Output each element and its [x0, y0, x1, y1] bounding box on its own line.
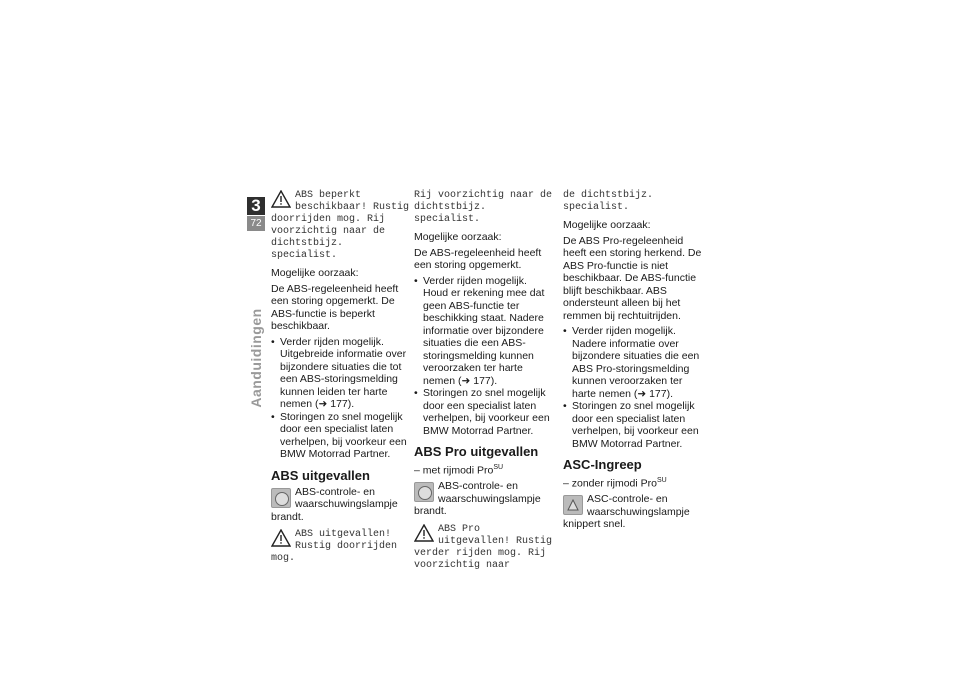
- option-text: – zonder rijmodi Pro: [563, 477, 657, 490]
- warning-triangle-icon: [271, 529, 291, 547]
- cause-label: Mogelijke oorzaak:: [414, 231, 502, 243]
- warning-text: ABS beperkt beschikbaar! Rustig doorrijden mog. Rij voorzichtig naar de dichtstbijz. specialist.: [271, 190, 410, 261]
- indicator-block: [271, 486, 411, 524]
- column-2: [414, 190, 554, 577]
- cause-label: Mogelijke oorzaak:: [563, 219, 651, 231]
- page-number: 72: [247, 216, 265, 231]
- list-item: • Verder rijden mogelijk. Houd er rekening mee dat geen ABS-functie ter beschikking staat. Nadere informatie over bijzondere situaties die een ABS-storingsmelding kunnen veroorzaken ter harte nemen (➜ 177).: [414, 275, 554, 388]
- cause-text: De ABS-regeleenheid heeft een storing opgemerkt.: [414, 246, 542, 271]
- warning-block: [414, 524, 554, 572]
- cause-label: Mogelijke oorzaak:: [271, 267, 359, 279]
- option-line: [563, 475, 703, 490]
- option-superscript: SU: [656, 477, 667, 484]
- indicator-text: ASC-controle- en waarschuwingslampje knippert snel.: [563, 493, 690, 530]
- option-superscript: SU: [493, 464, 504, 471]
- section-sidebar: [247, 308, 265, 500]
- option-text: – met rijmodi Pro: [414, 464, 494, 477]
- section-heading: ABS Pro uitgevallen: [414, 444, 539, 459]
- option-line: [414, 462, 554, 477]
- section-title: Aanduidingen: [248, 308, 264, 408]
- list-item: • Storingen zo snel mogelijk door een specialist laten verhelpen, bij voorkeur een BMW Motorrad Partner.: [414, 387, 554, 437]
- chapter-tab: 3: [247, 197, 265, 215]
- abs-lamp-icon: [271, 488, 291, 508]
- asc-lamp-icon: [563, 495, 583, 515]
- warning-text: Rij voorzichtig naar de dichtstbijz. specialist.: [414, 190, 553, 225]
- warning-triangle-icon: [414, 524, 434, 542]
- instruction-list: [563, 325, 703, 450]
- abs-lamp-icon: [414, 482, 434, 502]
- list-item: • Verder rijden mogelijk. Uitgebreide informatie over bijzondere situaties die tot een ABS-storingsmelding kunnen leiden ter harte nemen (➜ 177).: [271, 336, 411, 411]
- section-heading: ABS uitgevallen: [271, 467, 370, 483]
- warning-block: [271, 190, 411, 262]
- indicator-text: ABS-controle- en waarschuwingslampje brandt.: [414, 480, 541, 517]
- warning-text: ABS uitgevallen! Rustig doorrijden mog.: [271, 529, 398, 564]
- cause-text: De ABS-regeleenheid heeft een storing opgemerkt. De ABS-functie is beperkt beschikbaar.: [271, 282, 399, 332]
- warning-text: de dichtstbijz. specialist.: [563, 190, 654, 213]
- indicator-block: [563, 493, 703, 531]
- column-3: [563, 190, 703, 531]
- indicator-block: [414, 480, 554, 518]
- list-item: • Storingen zo snel mogelijk door een specialist laten verhelpen, bij voorkeur een BMW Motorrad Partner.: [271, 411, 411, 461]
- section-heading: ASC-Ingreep: [563, 457, 642, 472]
- instruction-list: [271, 336, 411, 461]
- cause-text: De ABS Pro-regeleenheid heeft een storing herkend. De ABS Pro-functie is niet beschikbaar. De ABS-functie blijft beschikbaar. ABS ondersteunt alleen bij het remmen bij rechtuitrijden.: [563, 234, 702, 322]
- indicator-text: ABS-controle- en waarschuwingslampje brandt.: [271, 485, 398, 523]
- instruction-list: [414, 275, 554, 438]
- warning-triangle-icon: [271, 190, 291, 208]
- warning-block: [271, 529, 411, 565]
- list-item: • Verder rijden mogelijk. Nadere informatie over bijzondere situaties die een ABS Pro-storingsmelding kunnen veroorzaken ter harte nemen (➜ 177).: [563, 325, 703, 400]
- warning-text: ABS Pro uitgevallen! Rustig verder rijden mog. Rij voorzichtig naar: [414, 523, 553, 571]
- column-1: [271, 190, 411, 570]
- list-item: • Storingen zo snel mogelijk door een specialist laten verhelpen, bij voorkeur een BMW Motorrad Partner.: [563, 400, 703, 450]
